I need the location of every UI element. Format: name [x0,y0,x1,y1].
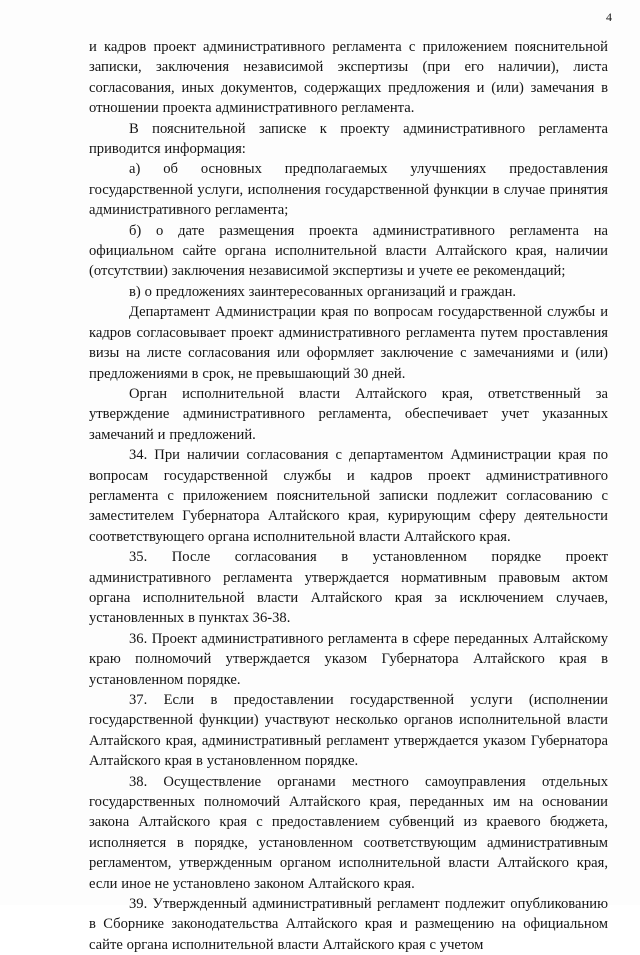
paragraph-39: 39. Утвержденный административный регламент подлежит опубликованию в Сборнике законодательства Алтайского края и размещению на официальном сайте органа исполнительной власти Алтайского края с учетом [89,896,608,953]
document-body [89,37,608,955]
paragraph-36: 36. Проект административного регламента в сфере переданных Алтайскому краю полномочий утверждается указом Губернатора Алтайского края в установленном порядке. [89,630,608,688]
paragraph-continuation: и кадров проект административного регламента с приложением пояснительной записки, заключения независимой экспертизы (при его наличии), листа согласования, иных документов, содержащих предложения и (или) замечания в отношении проекта административного регламента. [89,39,608,117]
paragraph-34: 34. При наличии согласования с департаментом Администрации края по вопросам государственной службы и кадров проект административного регламента с приложением пояснительной записки подлежит согласованию с заместителем Губернатора Алтайского края, курирующим сферу деятельности соответствующего органа исполнительной власти Алтайского края. [89,447,608,545]
paragraph-38: 38. Осуществление органами местного самоуправления отдельных государственных полномочий Алтайского края, переданных им на основании закона Алтайского края с предоставлением субвенций из краевого бюджета, исполняется в порядке, установленном соответствующим административным регламентом, утвержденным органом исполнительной власти Алтайского края, если иное не установлено законом Алтайского края. [89,773,608,892]
paragraph-35: 35. После согласования в установленном порядке проект административного регламента утверждается нормативным правовым актом органа исполнительной власти Алтайского края за исключением случаев, установленных в пунктах 36-38. [89,549,608,627]
paragraph-item-v: в) о предложениях заинтересованных организаций и граждан. [129,283,517,300]
page-number: 4 [606,10,612,24]
paragraph-item-b: б) о дате размещения проекта административного регламента на официальном сайте органа исполнительной власти Алтайского края, наличии (отсутствии) заключения независимой экспертизы и учете ее рекомендаций; [89,222,608,280]
paragraph-executive-body: Орган исполнительной власти Алтайского края, ответственный за утверждение административного регламента, обеспечивает учет указанных замечаний и предложений. [89,385,608,443]
paragraph-explanatory-note: В пояснительной записке к проекту административного регламента приводится информация: [89,120,608,158]
paragraph-department: Департамент Администрации края по вопросам государственной службы и кадров согласовывает проект административного регламента путем проставления визы на листе согласования или оформляет заключение с замечаниями и (или) предложениями в срок, не превышающий 30 дней. [89,304,608,382]
paragraph-item-a: а) об основных предполагаемых улучшениях предоставления государственной услуги, исполнения государственной функции в случае принятия административного регламента; [89,161,608,219]
paragraph-37: 37. Если в предоставлении государственной услуги (исполнении государственной функции) участвуют несколько органов исполнительной власти Алтайского края, административный регламент утверждается указом Губернатора Алтайского края в установленном порядке. [89,692,608,770]
